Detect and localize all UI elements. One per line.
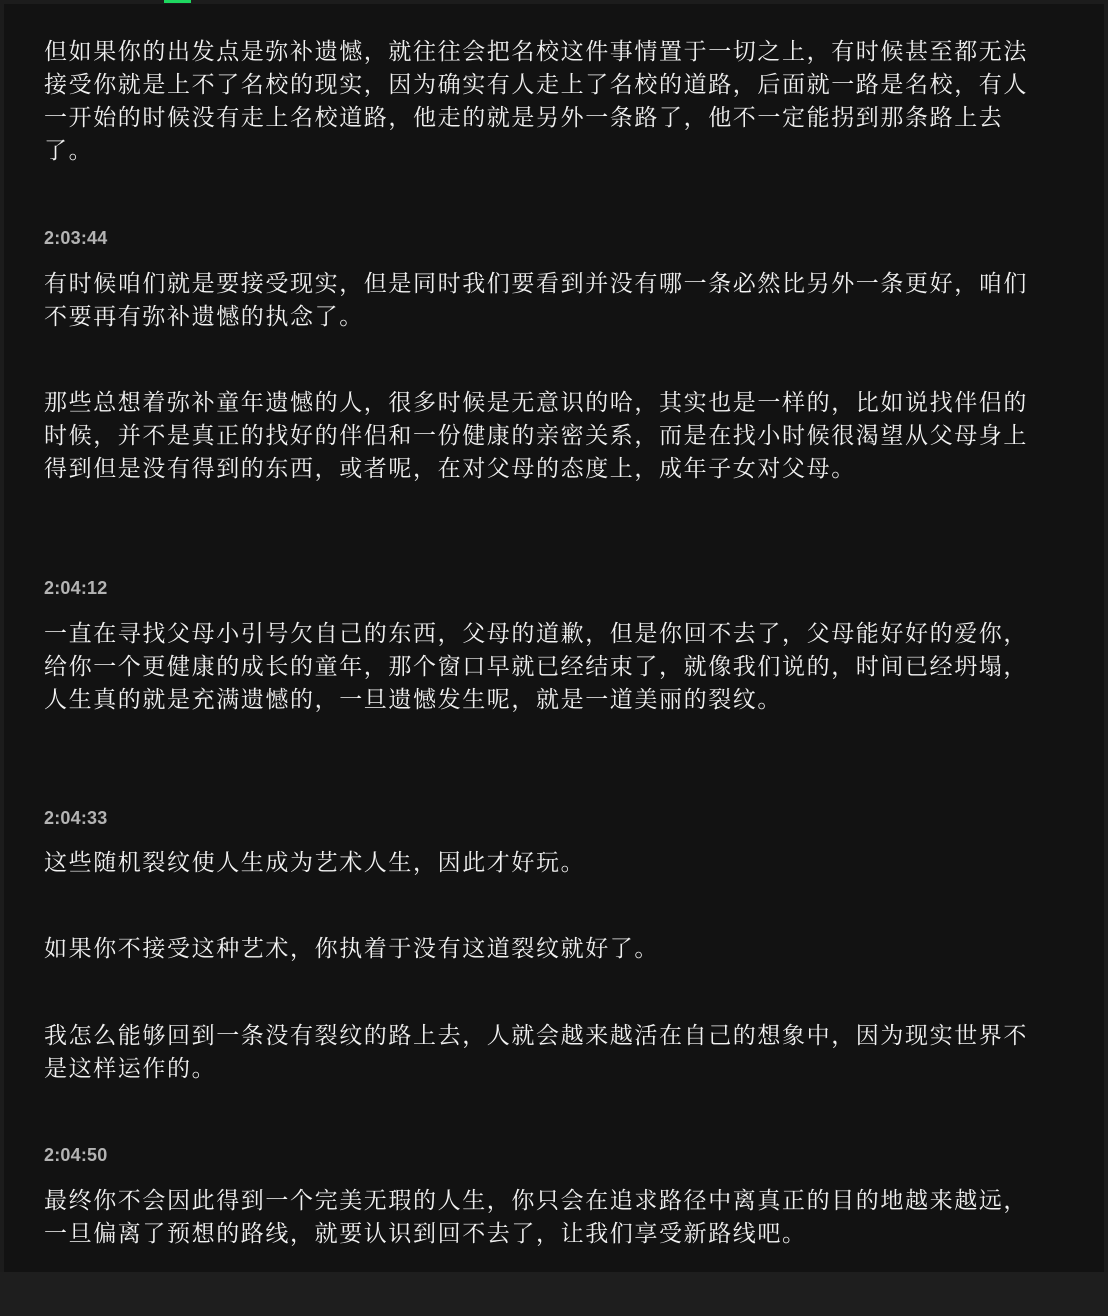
- active-tab-indicator: [164, 0, 191, 3]
- transcript-paragraph: 最终你不会因此得到一个完美无瑕的人生，你只会在追求路径中离真正的目的地越来越远，一旦偏离了预想的路线，就要认识到回不去了，让我们享受新路线吧。: [44, 1188, 1028, 1247]
- transcript-paragraph: 我怎么能够回到一条没有裂纹的路上去，人就会越来越活在自己的想象中，因为现实世界不是这样运作的。: [44, 1023, 1028, 1082]
- timestamp[interactable]: 2:04:50: [44, 1145, 108, 1165]
- transcript-paragraph: 那些总想着弥补童年遗憾的人，很多时候是无意识的哈，其实也是一样的，比如说找伴侣的时候，并不是真正的找好的伴侣和一份健康的亲密关系，而是在找小时候很渴望从父母身上得到但是没有得到的东西，或者呢，在对父母的态度上，成年子女对父母。: [44, 390, 1028, 482]
- transcript-paragraph: 但如果你的出发点是弥补遗憾，就往往会把名校这件事情置于一切之上，有时候甚至都无法接受你就是上不了名校的现实，因为确实有人走上了名校的道路，后面就一路是名校，有人一开始的时候没有走上名校道路，他走的就是另外一条路了，他不一定能拐到那条路上去了。: [44, 39, 1028, 164]
- timestamp[interactable]: 2:04:33: [44, 808, 108, 828]
- transcript-paragraph: 有时候咱们就是要接受现实，但是同时我们要看到并没有哪一条必然比另外一条更好，咱们不要再有弥补遗憾的执念了。: [44, 271, 1028, 330]
- transcript-paragraph: 一直在寻找父母小引号欠自己的东西，父母的道歉，但是你回不去了，父母能好好的爱你，给你一个更健康的成长的童年，那个窗口早就已经结束了，就像我们说的，时间已经坍塌，人生真的就是充满遗憾的，一旦遗憾发生呢，就是一道美丽的裂纹。: [44, 621, 1028, 713]
- bottom-bar: [0, 1272, 1108, 1316]
- transcript-paragraph: 如果你不接受这种艺术，你执着于没有这道裂纹就好了。: [44, 936, 659, 962]
- transcript-paragraph: 这些随机裂纹使人生成为艺术人生，因此才好玩。: [44, 850, 586, 876]
- timestamp[interactable]: 2:04:12: [44, 578, 108, 598]
- timestamp[interactable]: 2:03:44: [44, 228, 108, 248]
